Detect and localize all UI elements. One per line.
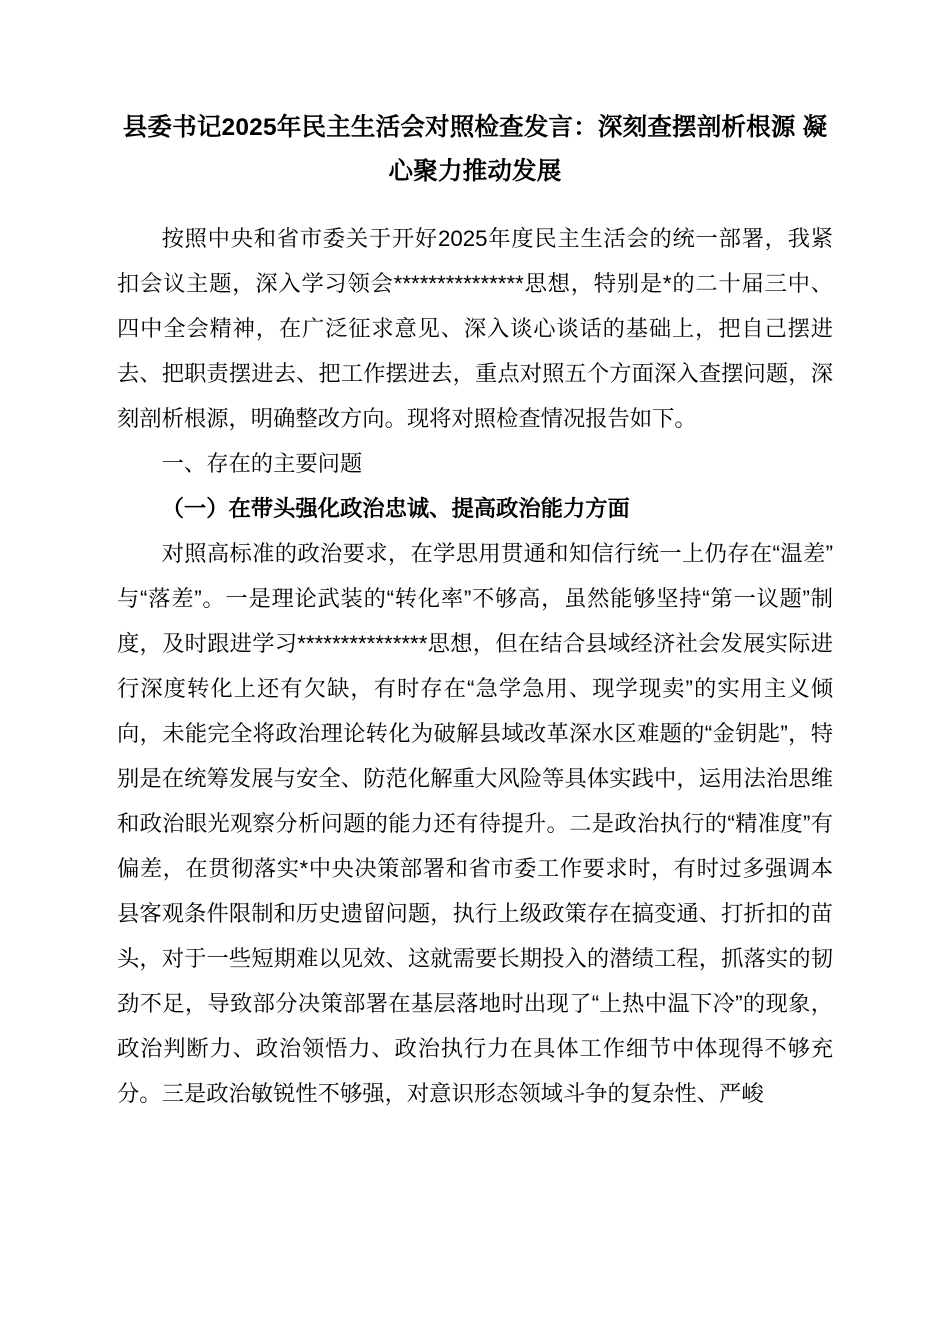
subsection-one-body: 对照高标准的政治要求，在学思用贯通和知信行统一上仍存在“温差”与“落差”。一是理论武装的“转化率”不够高，虽然能够坚持“第一议题”制度，及时跟进学习***************思想，但在结合县域经济社会发展实际进行深度转化上还有欠缺，有时存在“急学急用、现学现卖”的实用主义倾向，未能完全将政治理论转化为破解县域改革深水区难题的“金钥匙”，特别是在统筹发展与安全、防范化解重大风险等具体实践中，运用法治思维和政治眼光观察分析问题的能力还有待提升。二是政治执行的“精准度”有偏差，在贯彻落实*中央决策部署和省市委工作要求时，有时过多强调本县客观条件限制和历史遗留问题，执行上级政策存在搞变通、打折扣的苗头，对于一些短期难以见效、这就需要长期投入的潜绩工程，抓落实的韧劲不足，导致部分决策部署在基层落地时出现了“上热中温下冷”的现象，政治判断力、政治领悟力、政治执行力在具体工作细节中体现得不够充分。三是政治敏锐性不够强，对意识形态领域斗争的复杂性、严峻 [117,541,833,1106]
section-heading-one: 一、存在的主要问题 [161,451,363,476]
intro-paragraph: 按照中央和省市委关于开好2025年度民主生活会的统一部署，我紧扣会议主题，深入学习领会***************思想，特别是*的二十届三中、四中全会精神，在广泛征求意见、深入谈心谈话的基础上，把自己摆进去、把职责摆进去、把工作摆进去，重点对照五个方面深入查摆问题，深刻剖析根源，明确整改方向。现将对照检查情况报告如下。 [117,226,833,431]
document-content [117,106,833,1116]
document-title [117,106,833,194]
subsection-heading-one: （一）在带头强化政治忠诚、提高政治能力方面 [161,496,630,521]
document-title-text: 县委书记2025年民主生活会对照检查发言：深刻查摆剖析根源 凝心聚力推动发展 [122,114,828,185]
